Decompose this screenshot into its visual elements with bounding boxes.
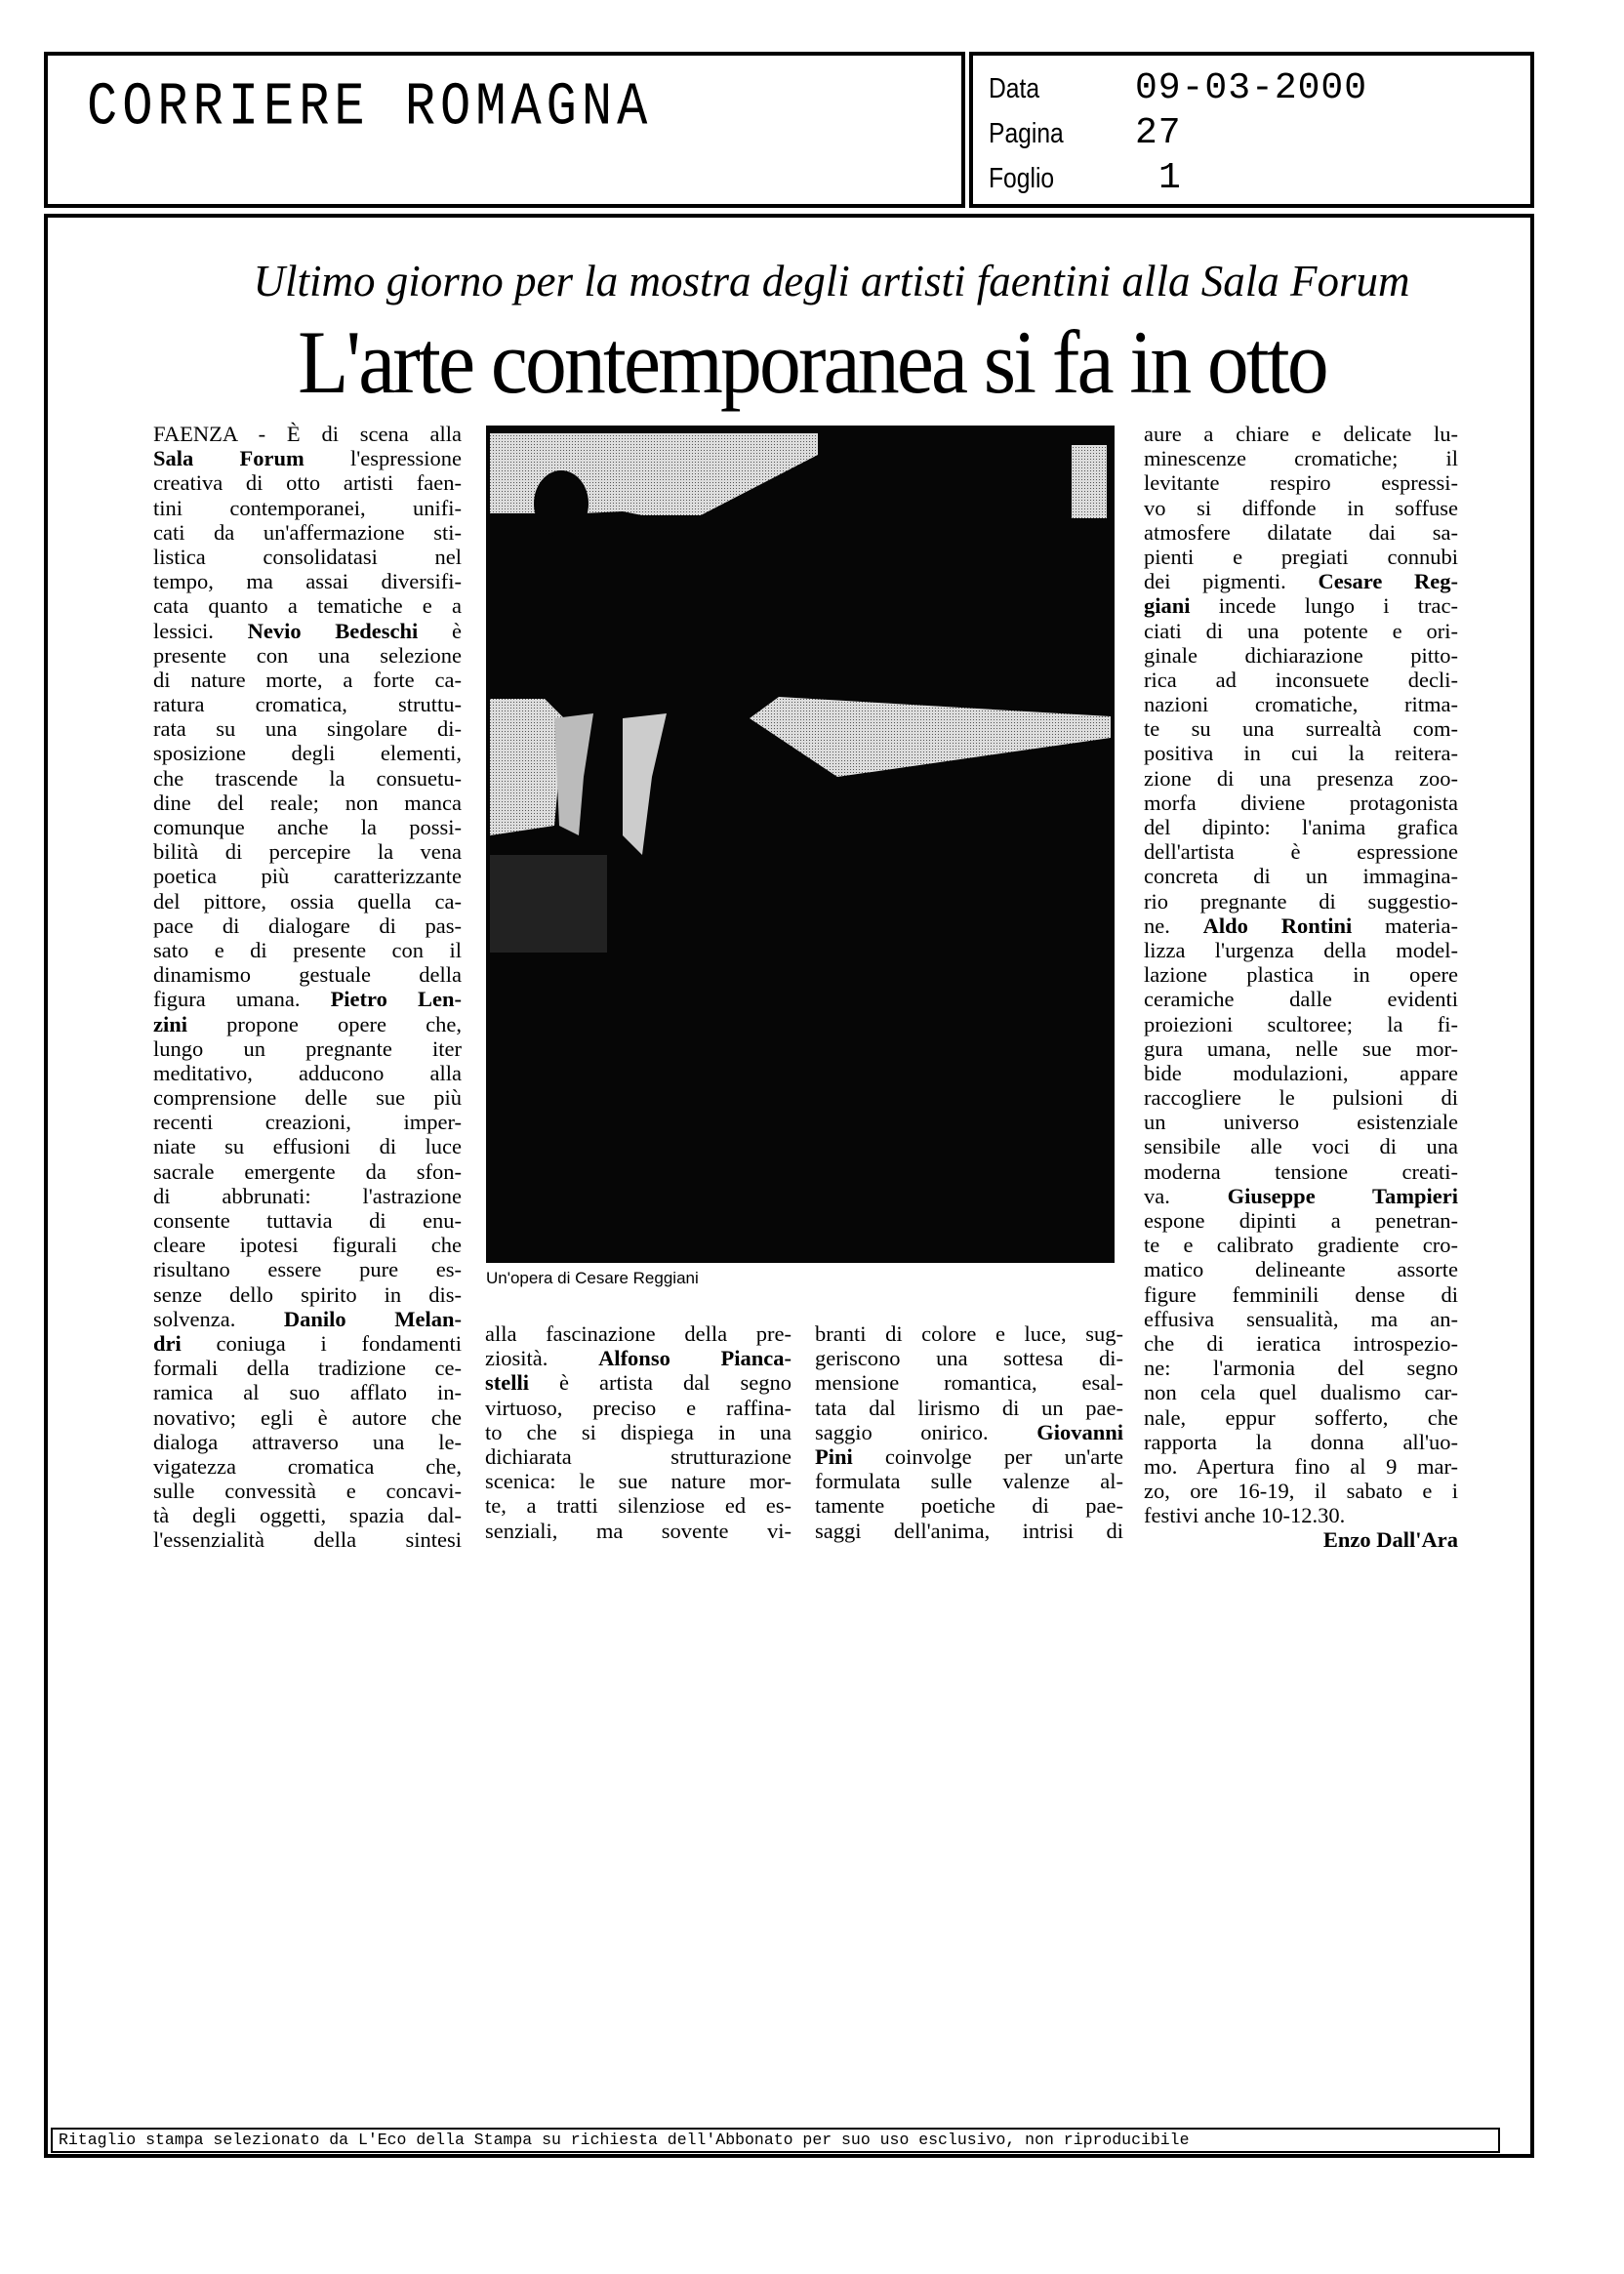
article-text-line: espone dipinti a penetran- xyxy=(1144,1208,1458,1233)
article-text-line: FAENZA - È di scena alla xyxy=(153,422,462,446)
article-column-1 xyxy=(153,422,462,1553)
article-text-line: sposizione degli elementi, xyxy=(153,741,462,766)
date-value: 09-03-2000 xyxy=(1135,67,1368,109)
article-text-line: consente tuttavia di enu- xyxy=(153,1208,462,1233)
article-text-line: te su una surrealtà com- xyxy=(1144,716,1458,742)
artist-name: Pietro Len- xyxy=(330,987,462,1012)
article-text-line: non cela quel dualismo car- xyxy=(1144,1380,1458,1405)
article-text-line: sulle convessità e concavi- xyxy=(153,1479,462,1504)
article-text-line: dell'artista è espressione xyxy=(1144,839,1458,865)
article-text-line: comprensione delle sue più xyxy=(153,1085,462,1111)
article-text-line: listica consolidatasi nel xyxy=(153,544,462,569)
article-column-4 xyxy=(1144,422,1458,1553)
article-text-line: figure femminili dense di xyxy=(1144,1281,1458,1307)
article-text-line: dine del reale; non manca xyxy=(153,790,462,815)
article-text-line: virtuoso, preciso e raffina- xyxy=(485,1395,792,1420)
metadata-box xyxy=(969,52,1534,208)
date-label: Data xyxy=(989,73,1040,104)
painting-image xyxy=(486,426,1115,1263)
article-text-line: scenica: le sue nature mor- xyxy=(485,1469,792,1494)
article-text-line: atmosfere dilatate dai sa- xyxy=(1144,519,1458,545)
artist-name: stelli xyxy=(485,1370,529,1396)
article-text-line: alla fascinazione della pre- xyxy=(485,1321,792,1346)
article-text-line: bide modulazioni, appare xyxy=(1144,1060,1458,1085)
article-text-line: raccogliere le pulsioni di xyxy=(1144,1085,1458,1111)
article-text-line: morfa diviene protagonista xyxy=(1144,790,1458,815)
article-text-line: effusiva sensualità, ma an- xyxy=(1144,1306,1458,1331)
article-text-line: concreta di un immagina- xyxy=(1144,864,1458,889)
article-text-line: l'essenzialità della sintesi xyxy=(153,1527,462,1553)
article-text-line: dri coniuga i fondamenti xyxy=(153,1330,462,1356)
article-text-line: ciati di una potente e ori- xyxy=(1144,618,1458,643)
article-text-line: lizza l'urgenza della model- xyxy=(1144,937,1458,962)
artist-name: Giovanni xyxy=(1036,1419,1123,1444)
artist-name: Nevio Bedeschi xyxy=(247,618,419,643)
article-text-line: dialoga attraverso una le- xyxy=(153,1429,462,1454)
artist-name: Danilo Melan- xyxy=(283,1306,462,1331)
article-text-line: un universo esistenziale xyxy=(1144,1110,1458,1135)
article-text-line: sato e di presente con il xyxy=(153,937,462,962)
artist-name: Aldo Rontini xyxy=(1202,913,1353,938)
article-text-line: cata quanto a tematiche e a xyxy=(153,593,462,619)
article-text-line: senziali, ma sovente vi- xyxy=(485,1518,792,1543)
article-text-line: levitante respiro espressi- xyxy=(1144,470,1458,496)
article-text-line: pace di dialogare di pas- xyxy=(153,913,462,938)
article-text-line: ratura cromatica, struttu- xyxy=(153,692,462,717)
article-photo xyxy=(486,426,1115,1263)
article-column-2 xyxy=(485,1321,792,1543)
article-text-line: dinamismo gestuale della xyxy=(153,962,462,988)
article-text-line: rica ad inconsuete decli- xyxy=(1144,667,1458,692)
article-text-line: mensione romantica, esal- xyxy=(815,1370,1123,1396)
press-clipping-notice: Ritaglio stampa selezionato da L'Eco della Stampa su richiesta dell'Abbonato per suo uso esclusivo, non riproducibile xyxy=(51,2128,1500,2153)
article-text-line: vigatezza cromatica che, xyxy=(153,1453,462,1479)
article-text-line: di nature morte, a forte ca- xyxy=(153,667,462,692)
article-text-line: recenti creazioni, imper- xyxy=(153,1110,462,1135)
article-text-line: zione di una presenza zoo- xyxy=(1144,765,1458,791)
article-text-line: moderna tensione creati- xyxy=(1144,1158,1458,1184)
article-text-line: proiezioni scultoree; la fi- xyxy=(1144,1011,1458,1036)
article-text-line: comunque anche la possi- xyxy=(153,815,462,839)
article-text-line: senze dello spirito in dis- xyxy=(153,1281,462,1307)
artist-name: Cesare Reg- xyxy=(1318,569,1458,594)
article-text-line: cati da un'affermazione sti- xyxy=(153,519,462,545)
article-text-line: lessici. Nevio Bedeschi è xyxy=(153,618,462,643)
article-text-line: del pittore, ossia quella ca- xyxy=(153,888,462,914)
artist-name: dri xyxy=(153,1330,182,1356)
article-text-line: branti di colore e luce, sug- xyxy=(815,1321,1123,1346)
artist-name: Pini xyxy=(815,1443,853,1469)
article-text-line: rio pregnante di suggestio- xyxy=(1144,888,1458,914)
photo-caption: Un'opera di Cesare Reggiani xyxy=(486,1269,699,1287)
publication-name: CORRIERE ROMAGNA xyxy=(87,73,653,142)
article-text-line: che di ieratica introspezio- xyxy=(1144,1330,1458,1356)
article-text-line: geriscono una sottesa di- xyxy=(815,1346,1123,1371)
article-text-line: zo, ore 16-19, il sabato e i xyxy=(1144,1479,1458,1504)
article-text-line: rapporta la donna all'uo- xyxy=(1144,1429,1458,1454)
sheet-label: Foglio xyxy=(989,163,1055,194)
article-text-line: tempo, ma assai diversifi- xyxy=(153,569,462,594)
article-text-line: di abbrunati: l'astrazione xyxy=(153,1183,462,1208)
article-text-line: nazioni cromatiche, ritma- xyxy=(1144,692,1458,717)
article-text-line: tini contemporanei, unifi- xyxy=(153,495,462,520)
article-text-line: rata su una singolare di- xyxy=(153,716,462,742)
article-text-line: positiva in cui la reitera- xyxy=(1144,741,1458,766)
article-text-line: lungo un pregnante iter xyxy=(153,1035,462,1061)
article-text-line: zini propone opere che, xyxy=(153,1011,462,1036)
article-text-line: tamente poetiche di pae- xyxy=(815,1493,1123,1519)
article-text-line: gura umana, nelle sue mor- xyxy=(1144,1035,1458,1061)
article-text-line: te, a tratti silenziose ed es- xyxy=(485,1493,792,1519)
article-text-line: tata dal lirismo di un pae- xyxy=(815,1395,1123,1420)
article-text-line: tà degli oggetti, spazia dal- xyxy=(153,1503,462,1528)
article-text-line: del dipinto: l'anima grafica xyxy=(1144,815,1458,839)
article-text-line: ramica al suo afflato in- xyxy=(153,1380,462,1405)
article-text-line: giani incede lungo i trac- xyxy=(1144,593,1458,619)
article-text-line: pienti e pregiati connubi xyxy=(1144,544,1458,569)
article-text-line: matico delineante assorte xyxy=(1144,1257,1458,1282)
author-signature: Enzo Dall'Ara xyxy=(1322,1527,1458,1553)
article-text-line: nale, eppur sofferto, che xyxy=(1144,1404,1458,1430)
article-text-line: saggio onirico. Giovanni xyxy=(815,1419,1123,1444)
article-text-line: cleare ipotesi figurali che xyxy=(153,1233,462,1258)
artist-name: Alfonso Pianca- xyxy=(598,1346,792,1371)
article-text-line: meditativo, adducono alla xyxy=(153,1060,462,1085)
article-text-line: dei pigmenti. Cesare Reg- xyxy=(1144,569,1458,594)
article-text-line: niate su effusioni di luce xyxy=(153,1134,462,1159)
artist-name: giani xyxy=(1144,593,1191,619)
article-column-3 xyxy=(815,1321,1123,1543)
article-text-line: bilità di percepire la vena xyxy=(153,839,462,865)
article-text-line: festivi anche 10-12.30. xyxy=(1144,1503,1346,1528)
article-text-line: te e calibrato gradiente cro- xyxy=(1144,1233,1458,1258)
article-text-line: mo. Apertura fino al 9 mar- xyxy=(1144,1453,1458,1479)
article-text-line: ne. Aldo Rontini materia- xyxy=(1144,913,1458,938)
masthead-box xyxy=(44,52,965,208)
article-text-line: ne: l'armonia del segno xyxy=(1144,1356,1458,1381)
article-kicker: Ultimo giorno per la mostra degli artisti faentini alla Sala Forum xyxy=(253,257,1410,305)
article-text-line: sensibile alle voci di una xyxy=(1144,1134,1458,1159)
article-text-line: formulata sulle valenze al- xyxy=(815,1469,1123,1494)
article-text-line: solvenza. Danilo Melan- xyxy=(153,1306,462,1331)
article-text-line: ceramiche dalle evidenti xyxy=(1144,987,1458,1012)
article-text-line: formali della tradizione ce- xyxy=(153,1356,462,1381)
artist-name: Giuseppe Tampieri xyxy=(1227,1183,1458,1208)
article-text-line: che trascende la consuetu- xyxy=(153,765,462,791)
page-value: 27 xyxy=(1135,112,1182,154)
article-text-line: presente con una selezione xyxy=(153,642,462,668)
article-text-line: minescenze cromatiche; il xyxy=(1144,446,1458,471)
article-text-line: figura umana. Pietro Len- xyxy=(153,987,462,1012)
article-text-line: saggi dell'anima, intrisi di xyxy=(815,1518,1123,1543)
article-text-line: novativo; egli è autore che xyxy=(153,1404,462,1430)
article-text-line: ziosità. Alfonso Pianca- xyxy=(485,1346,792,1371)
article-text-line: lazione plastica in opere xyxy=(1144,962,1458,988)
article-text-line: Pini coinvolge per un'arte xyxy=(815,1443,1123,1469)
article-text-line: poetica più caratterizzante xyxy=(153,864,462,889)
artist-name: zini xyxy=(153,1011,188,1036)
article-text-line: creativa di otto artisti faen- xyxy=(153,470,462,496)
article-text-line: vo si diffonde in soffuse xyxy=(1144,495,1458,520)
article-text-line: dichiarata strutturazione xyxy=(485,1443,792,1469)
article-text-line: Sala Forum l'espressione xyxy=(153,446,462,471)
article-text-line: to che si dispiega in una xyxy=(485,1419,792,1444)
article-text-line: sacrale emergente da sfon- xyxy=(153,1158,462,1184)
sheet-value: 1 xyxy=(1158,157,1182,199)
article-text-line: aure a chiare e delicate lu- xyxy=(1144,422,1458,446)
article-text-line: risultano essere pure es- xyxy=(153,1257,462,1282)
article-text-line: ginale dichiarazione pitto- xyxy=(1144,642,1458,668)
article-text-line: stelli è artista dal segno xyxy=(485,1370,792,1396)
artist-name: Sala Forum xyxy=(153,446,304,471)
article-headline: L'arte contemporanea si fa in otto xyxy=(298,312,1326,412)
page-label: Pagina xyxy=(989,118,1064,149)
article-text-line: va. Giuseppe Tampieri xyxy=(1144,1183,1458,1208)
